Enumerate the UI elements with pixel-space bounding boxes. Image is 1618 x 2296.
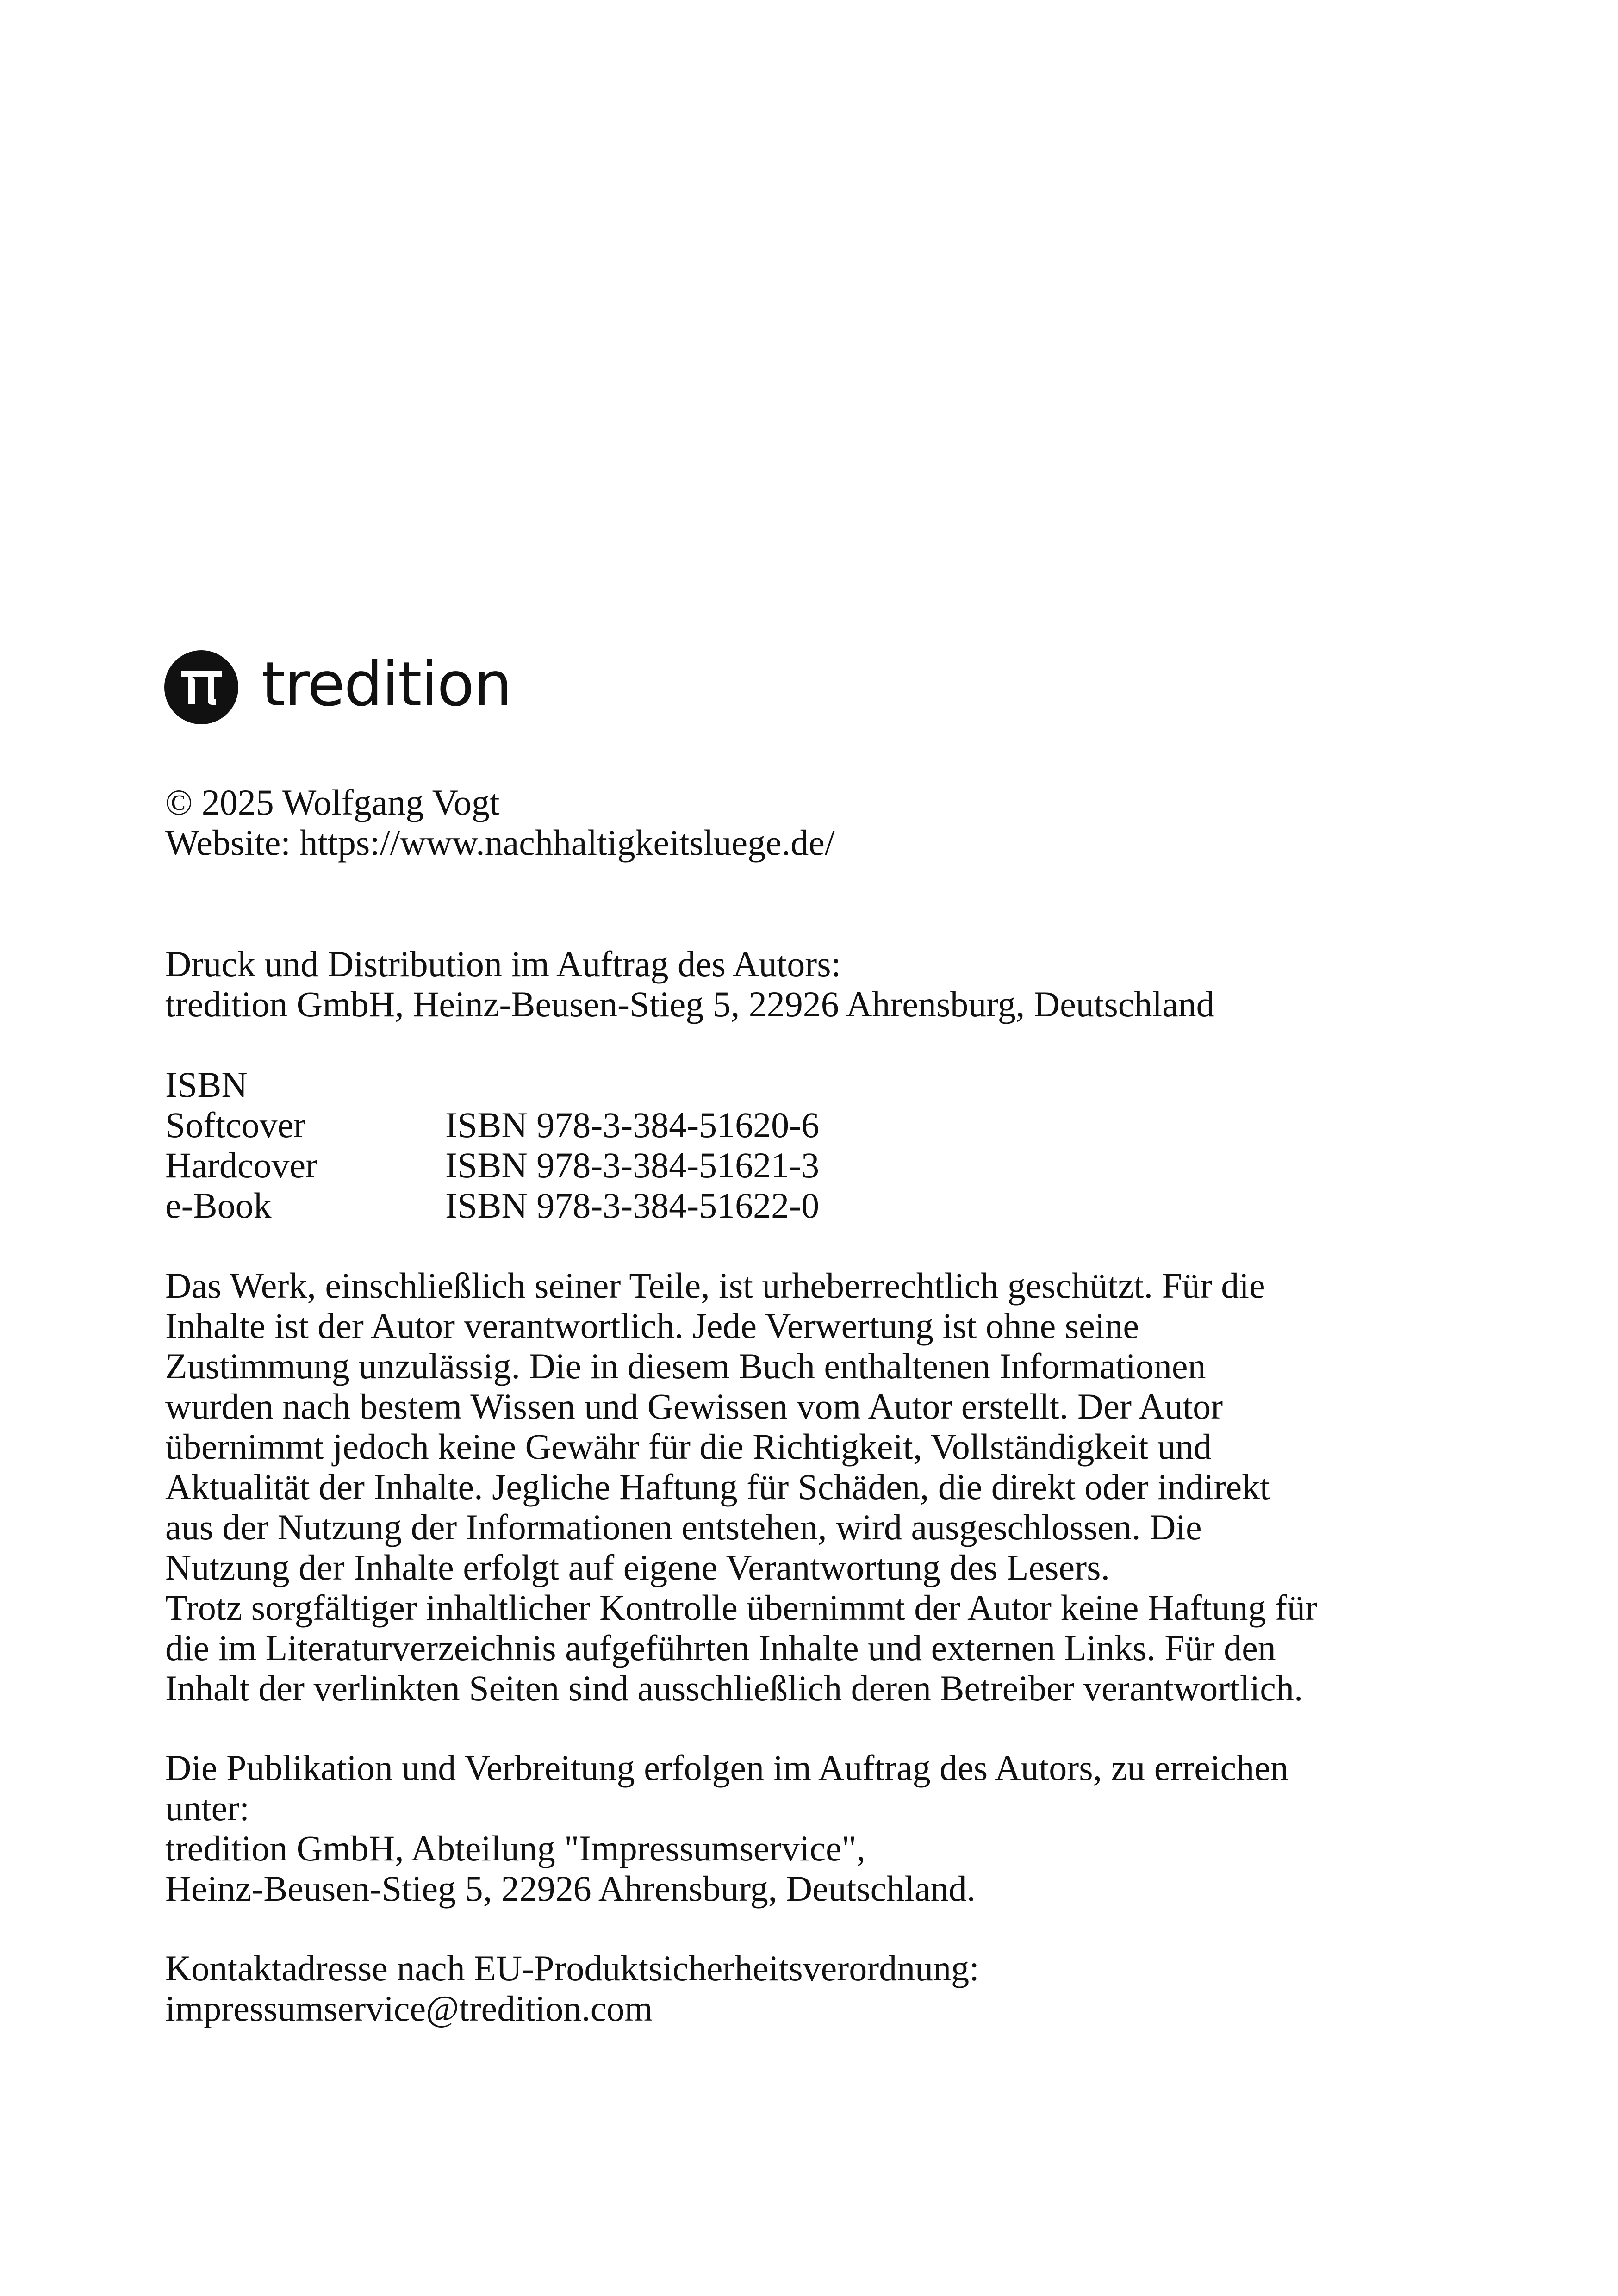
legal-line: Zustimmung unzulässig. Die in diesem Buch enthaltenen Informationen [165, 1346, 1206, 1386]
isbn-number: ISBN 978-3-384-51622-0 [445, 1185, 820, 1226]
printing-block [165, 944, 1214, 1024]
isbn-block [165, 1064, 819, 1226]
printing-address: tredition GmbH, Heinz-Beusen-Stieg 5, 22926 Ahrensburg, Deutschland [165, 984, 1214, 1024]
isbn-row-softcover [165, 1105, 819, 1145]
publication-block [165, 1748, 1288, 1909]
contact-email: impressumservice@tredition.com [165, 1988, 653, 2028]
isbn-heading: ISBN [165, 1064, 248, 1105]
logo-wordmark: tredition [261, 649, 511, 720]
printing-line: Druck und Distribution im Auftrag des Autors: [165, 944, 841, 984]
legal-notice-block [165, 1265, 1317, 1708]
isbn-row-ebook [165, 1185, 819, 1226]
contact-line: Kontaktadresse nach EU-Produktsicherheitsverordnung: [165, 1948, 979, 1988]
isbn-format: e-Book [165, 1185, 272, 1226]
isbn-row-hardcover [165, 1145, 819, 1185]
contact-block [165, 1948, 979, 2028]
publication-line: Die Publikation und Verbreitung erfolgen im Auftrag des Autors, zu erreichen [165, 1748, 1288, 1788]
copyright-line: © 2025 Wolfgang Vogt [165, 782, 500, 822]
isbn-number: ISBN 978-3-384-51620-6 [445, 1105, 820, 1145]
isbn-number: ISBN 978-3-384-51621-3 [445, 1145, 820, 1185]
publisher-logo [164, 650, 511, 724]
legal-line: übernimmt jedoch keine Gewähr für die Richtigkeit, Vollständigkeit und [165, 1426, 1212, 1467]
website-line: Website: https://www.nachhaltigkeitsluege.de/ [165, 822, 835, 863]
legal-line: die im Literaturverzeichnis aufgeführten Inhalte und externen Links. Für den [165, 1628, 1276, 1668]
legal-line: Nutzung der Inhalte erfolgt auf eigene Verantwortung des Lesers. [165, 1547, 1110, 1587]
isbn-format: Softcover [165, 1105, 306, 1145]
publication-line: Heinz-Beusen-Stieg 5, 22926 Ahrensburg, Deutschland. [165, 1868, 976, 1909]
legal-line: wurden nach bestem Wissen und Gewissen vom Autor erstellt. Der Autor [165, 1386, 1223, 1426]
isbn-format: Hardcover [165, 1145, 318, 1185]
copyright-block [165, 782, 835, 863]
legal-line: Aktualität der Inhalte. Jegliche Haftung für Schäden, die direkt oder indirekt [165, 1467, 1270, 1507]
legal-line: aus der Nutzung der Informationen entstehen, wird ausgeschlossen. Die [165, 1507, 1202, 1547]
publication-line: unter: [165, 1788, 249, 1828]
legal-line: Trotz sorgfältiger inhaltlicher Kontrolle übernimmt der Autor keine Haftung für [165, 1587, 1317, 1628]
legal-line: Das Werk, einschließlich seiner Teile, ist urheberrechtlich geschützt. Für die [165, 1265, 1265, 1306]
publication-line: tredition GmbH, Abteilung "Impressumservice", [165, 1828, 865, 1868]
tredition-logo-icon [164, 650, 238, 724]
legal-line: Inhalte ist der Autor verantwortlich. Jede Verwertung ist ohne seine [165, 1306, 1139, 1346]
legal-line: Inhalt der verlinkten Seiten sind ausschließlich deren Betreiber verantwortlich. [165, 1668, 1303, 1708]
